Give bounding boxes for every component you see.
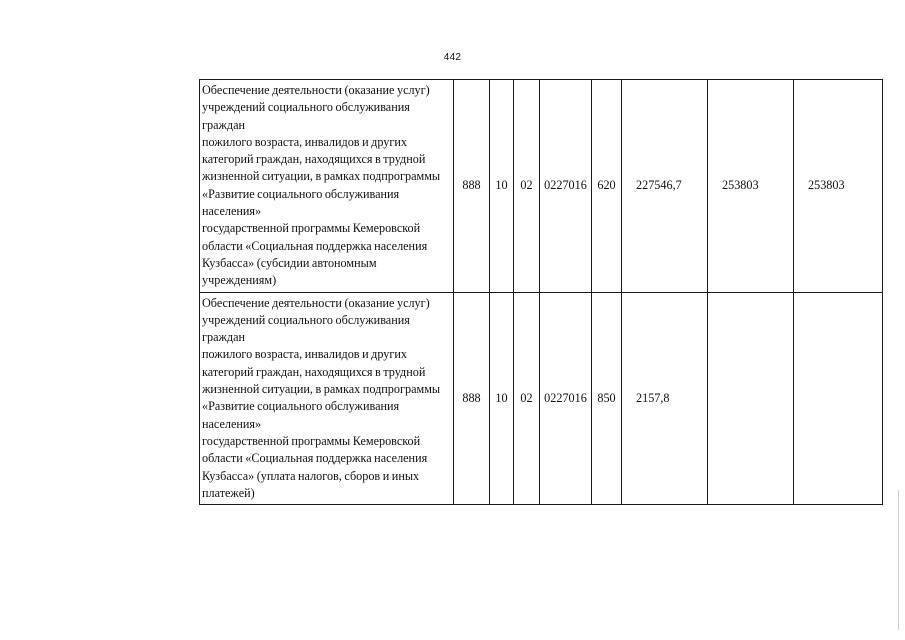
page-number: 442	[443, 52, 462, 63]
description-line: области «Социальная поддержка населения	[202, 238, 428, 253]
target-code-cell: 0227016	[540, 80, 592, 293]
amount-cell-3: 253803	[794, 80, 883, 293]
ministry-code-cell: 888	[454, 292, 490, 505]
ministry-code-cell: 888	[454, 80, 490, 293]
budget-table	[199, 79, 883, 505]
row-description	[200, 80, 454, 293]
description-line: области «Социальная поддержка населения	[202, 451, 428, 466]
description-line: категорий граждан, находящихся в трудной	[202, 364, 426, 379]
expense-type-cell: 850	[592, 292, 622, 505]
description-line: учреждений социального обслуживания граждан	[202, 100, 410, 132]
table-row	[200, 292, 883, 505]
description-line: «Развитие социального обслуживания населения»	[202, 399, 400, 431]
description-line: пожилого возраста, инвалидов и других	[202, 134, 408, 149]
expense-type-cell: 620	[592, 80, 622, 293]
description-line: категорий граждан, находящихся в трудной	[202, 152, 426, 167]
section-code-cell: 10	[490, 292, 514, 505]
row-description	[200, 292, 454, 505]
description-line: жизненной ситуации, в рамках подпрограммы	[202, 382, 441, 397]
description-line: «Развитие социального обслуживания населения»	[202, 186, 400, 219]
section-code-cell: 10	[490, 80, 514, 293]
amount-cell-1: 227546,7	[622, 80, 708, 293]
target-code-cell: 0227016	[540, 292, 592, 505]
description-line: Кузбасса» (субсидии автономным учреждениям)	[202, 255, 377, 288]
scan-edge-mark	[898, 490, 899, 630]
amount-cell-2: 253803	[708, 80, 794, 293]
description-line: Кузбасса» (уплата налогов, сборов и иных	[202, 468, 420, 483]
amount-cell-2	[708, 292, 794, 505]
amount-cell-3	[794, 292, 883, 505]
table-row	[200, 80, 883, 293]
amount-cell-1: 2157,8	[622, 292, 708, 505]
description-line: Обеспечение деятельности (оказание услуг)	[202, 295, 430, 310]
description-line: жизненной ситуации, в рамках подпрограммы	[202, 169, 441, 184]
description-line: пожилого возраста, инвалидов и других	[202, 347, 408, 362]
description-line: платежей)	[202, 485, 255, 500]
subsection-code-cell: 02	[514, 80, 540, 293]
description-line: государственной программы Кемеровской	[202, 221, 421, 236]
description-line: государственной программы Кемеровской	[202, 433, 421, 448]
description-line: Обеспечение деятельности (оказание услуг)	[202, 83, 430, 97]
description-line: учреждений социального обслуживания граждан	[202, 312, 410, 345]
subsection-code-cell: 02	[514, 292, 540, 505]
